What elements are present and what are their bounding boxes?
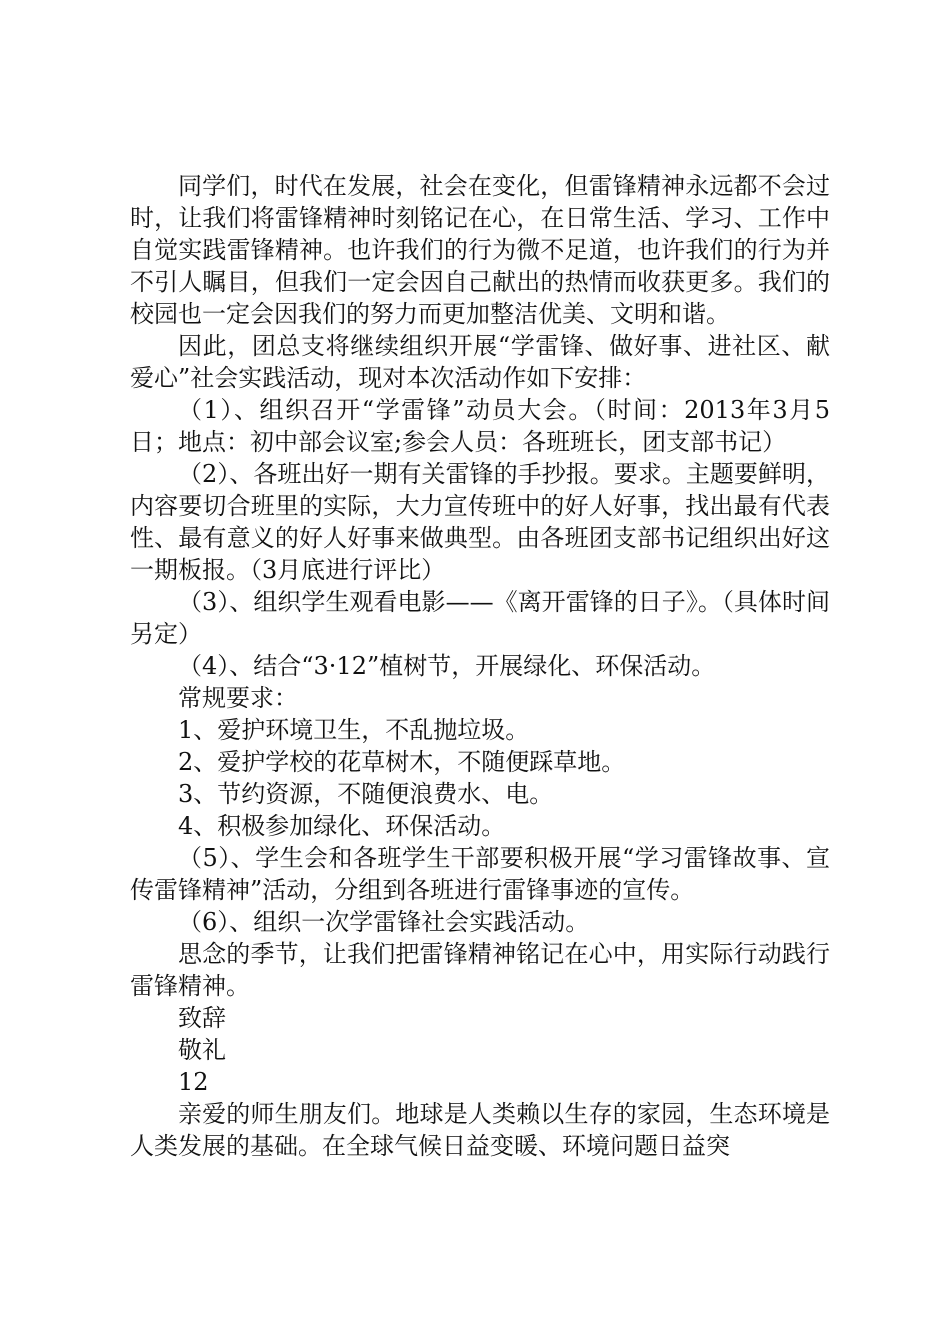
list-item-activity-4: （4）、结合“3·12”植树节，开展绿化、环保活动。 [178,652,716,680]
list-item-activity-6: （6）、组织一次学雷锋社会实践活动。 [178,908,590,936]
section-number: 12 [178,1068,209,1096]
paragraph-next-speech: 亲爱的师生朋友们。地球是人类赖以生存的家园，生态环境是人类发展的基础。在全球气候日益变暖、环境问题日益突 [130,1100,830,1160]
section-heading-rules: 常规要求： [178,684,298,712]
list-item-rule-3: 3、节约资源，不随便浪费水、电。 [178,780,554,808]
list-item-activity-3: （3）、组织学生观看电影——《离开雷锋的日子》。（具体时间另定） [130,588,830,648]
list-item-rule-4: 4、积极参加绿化、环保活动。 [178,812,506,840]
paragraph-closing-appeal: 同学们，时代在发展，社会在变化，但雷锋精神永远都不会过时，让我们将雷锋精神时刻铭记在心，在日常生活、学习、工作中自觉实践雷锋精神。也许我们的行为微不足道，也许我们的行为并不引人瞩目，但我们一定会因自己献出的热情而收获更多。我们的校园也一定会因我们的努力而更加整洁优美、文明和谐。 [130,172,830,328]
closing-word: 致辞 [178,1004,226,1032]
list-item-rule-2: 2、爱护学校的花草树木，不随便踩草地。 [178,748,626,776]
document-body [130,170,830,1162]
list-item-rule-1: 1、爱护环境卫生，不乱抛垃圾。 [178,716,530,744]
list-item-activity-1: （1）、组织召开“学雷锋”动员大会。（时间：2013年3月5日；地点：初中部会议室;参会人员：各班班长，团支部书记） [130,396,830,456]
list-item-activity-2: （2）、各班出好一期有关雷锋的手抄报。要求。主题要鲜明，内容要切合班里的实际，大力宣传班中的好人好事，找出最有代表性、最有意义的好人好事来做典型。由各班团支部书记组织出好这一期板报。（3月底进行评比） [130,460,830,584]
list-item-activity-5: （5）、学生会和各班学生干部要积极开展“学习雷锋故事、宣传雷锋精神”活动，分组到各班进行雷锋事迹的宣传。 [130,844,830,904]
salutation: 敬礼 [178,1036,226,1064]
paragraph-conclusion: 思念的季节，让我们把雷锋精神铭记在心中，用实际行动践行雷锋精神。 [130,940,830,1000]
paragraph-activity-intro: 因此，团总支将继续组织开展“学雷锋、做好事、进社区、献爱心”社会实践活动，现对本次活动作如下安排： [130,332,830,392]
